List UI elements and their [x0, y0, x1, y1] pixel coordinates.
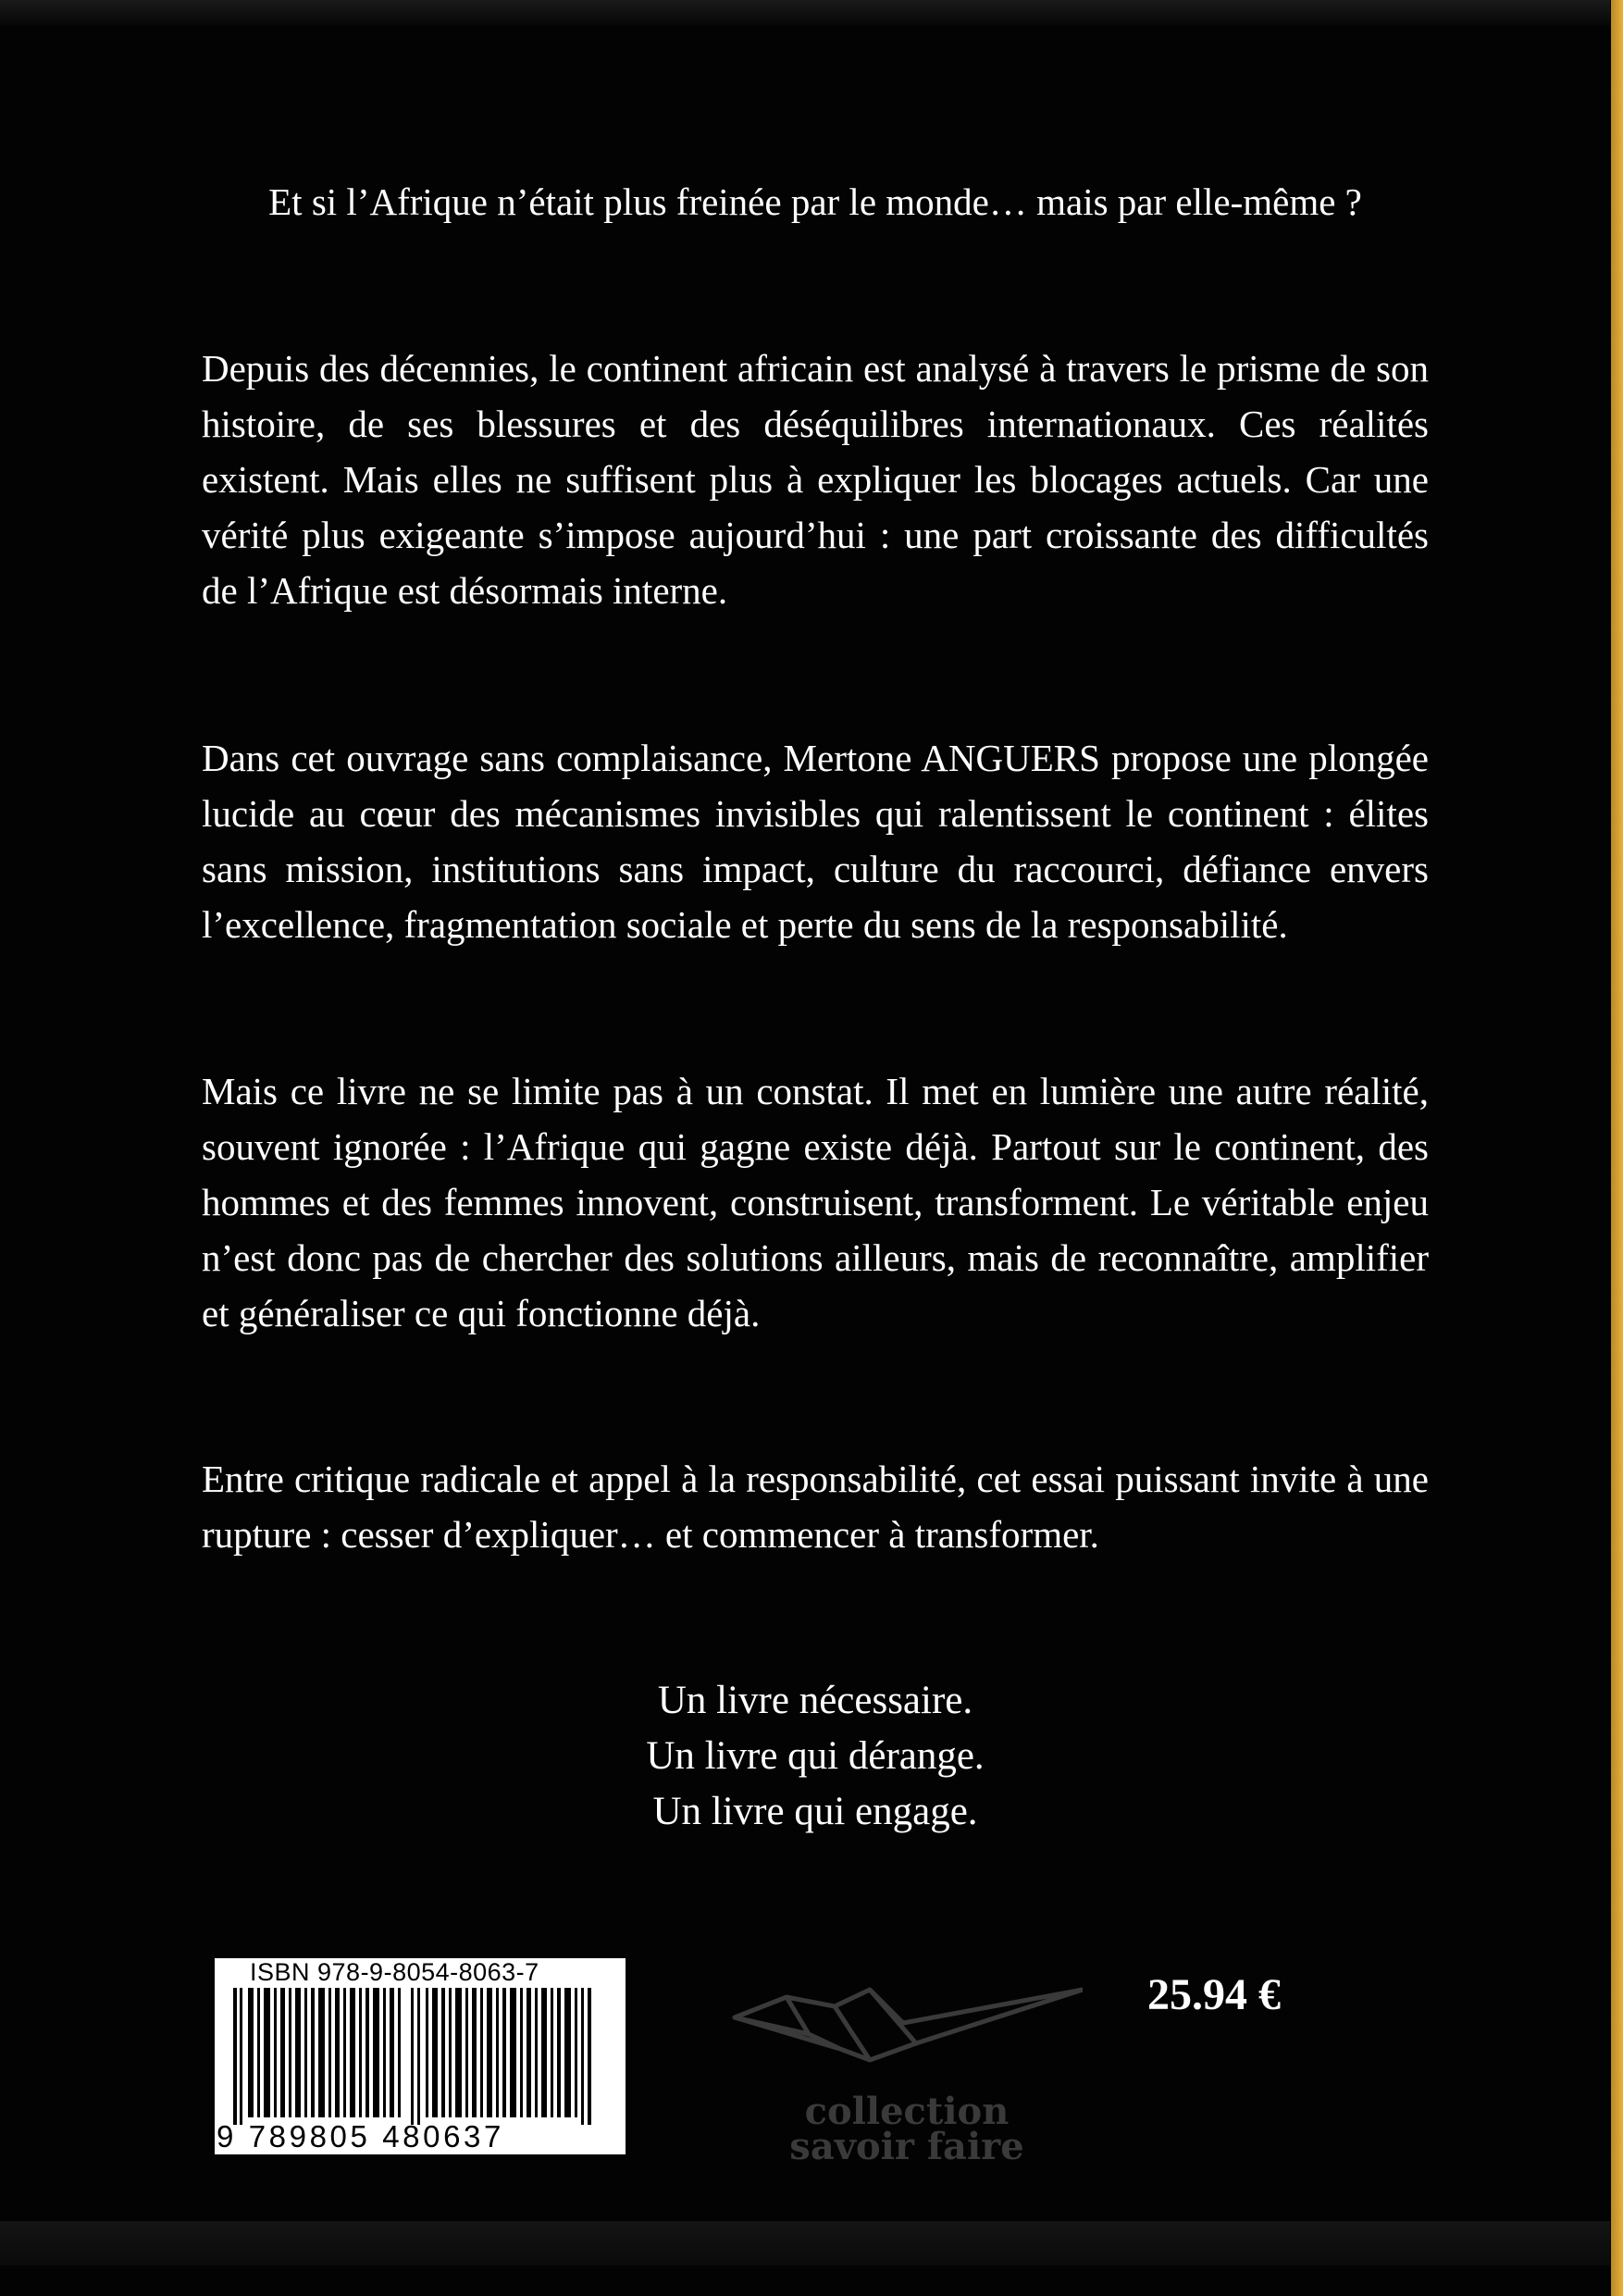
intro-question: Et si l’Afrique n’était plus freinée par le monde… mais par elle-même ? — [268, 180, 1362, 223]
barcode-bars — [215, 1988, 626, 2125]
tagline-line-3: Un livre qui engage. — [652, 1790, 978, 1833]
barcode-digits: 9 789805 480637 — [217, 2119, 504, 2153]
tagline-line-1: Un livre nécessaire. — [657, 1679, 973, 1722]
price: 25.94 € — [1147, 1970, 1281, 2019]
paragraph-4: Entre critique radicale et appel à la responsabilité, cet essai puissant invite à une rupture : cesser d’expliquer… et commencer à transformer. — [202, 1458, 1429, 1556]
bottom-edge-strip — [0, 2221, 1610, 2265]
isbn-barcode — [215, 1958, 626, 2154]
paragraph-1: Depuis des décennies, le continent africain est analysé à travers le prisme de son histoire, de ses blessures et des déséquilibres internationaux. Ces réalités existent. Mais elles ne suffisent plus à expliquer les blocages actuels. Car une vérité plus exigeante s’impose aujourd’hui : une part croissante des difficultés de l’Afrique est désormais interne. — [202, 347, 1429, 612]
paragraph-2: Dans cet ouvrage sans complaisance, Mertone ANGUERS propose une plongée lucide au cœur des mécanismes invisibles qui ralentissent le continent : élites sans mission, institutions sans impact, culture du raccourci, défiance envers l’excellence, fragmentation sociale et perte du sens de la responsabilité. — [202, 737, 1429, 946]
collection-name: savoir faire — [789, 2125, 1024, 2168]
gold-spine-edge — [1611, 0, 1623, 2296]
top-edge-strip — [0, 0, 1610, 26]
isbn-label: ISBN 978-9-8054-8063-7 — [250, 1958, 539, 1986]
paragraph-3: Mais ce livre ne se limite pas à un constat. Il met en lumière une autre réalité, souvent ignorée : l’Afrique qui gagne existe déjà. Partout sur le continent, des hommes et des femmes innovent, construisent, transforment. Le véritable enjeu n’est donc pas de chercher des solutions ailleurs, mais de reconnaître, amplifier et généraliser ce qui fonctionne déjà. — [202, 1070, 1429, 1334]
tagline — [202, 1673, 1429, 1840]
collection-label: collection — [804, 2090, 1010, 2133]
tagline-line-2: Un livre qui dérange. — [646, 1734, 985, 1778]
